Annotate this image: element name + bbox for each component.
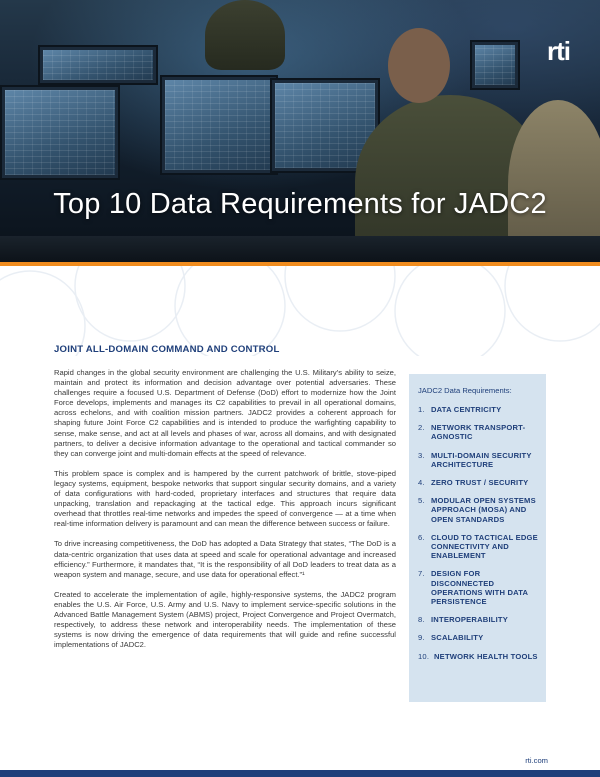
requirement-label: INTEROPERABILITY xyxy=(431,615,509,625)
page-title: Top 10 Data Requirements for JADC2 xyxy=(53,188,547,220)
sidebar-title: JADC2 Data Requirements: xyxy=(418,386,512,395)
requirement-item xyxy=(418,423,538,441)
requirement-item xyxy=(418,633,538,642)
requirement-number: 5. xyxy=(418,496,425,506)
monitor-image xyxy=(38,45,158,85)
rti-logo: rti xyxy=(547,36,570,66)
requirement-item xyxy=(418,478,538,487)
requirement-number: 2. xyxy=(418,423,425,433)
requirement-label: SCALABILITY xyxy=(431,633,484,643)
footer-link[interactable]: rti.com xyxy=(525,756,548,765)
requirement-item xyxy=(418,569,538,606)
requirement-label: DESIGN FOR DISCONNECTED OPERATIONS WITH DATA PERSISTENCE xyxy=(431,569,528,607)
requirement-number: 3. xyxy=(418,450,425,460)
requirement-label: NETWORK HEALTH TOOLS xyxy=(434,651,538,661)
requirements-sidebar xyxy=(409,374,546,702)
paragraph: To drive increasing competitiveness, the DoD has adopted a Data Strategy that states, “The DoD is a data-centric organization that uses data at speed and scale for operational advantage and increased efficiency.” Furthermore, it mandates that, “It is the responsibility of all DoD leaders to treat data as a weapon system and manage, secure, and use data for operational effect.”¹ xyxy=(54,539,396,579)
paragraph: Rapid changes in the global security environment are challenging the U.S. Military’s ability to seize, maintain and protect its information and decision advantage over potential adversaries. These challenges require a focused U.S. Department of Defense (DoD) effort to modernize how the Joint Force develops, implements and manages its C2 capabilities to prevail in all operational domains, across echelons, and with coalition mission partners. JADC2 provides a coherent approach for shaping future Joint Force C2 capabilities and is intended to produce the warfighting capability to sense, make sense, and act at all levels and phases of war, across all domains, and with designated partners, to deliver a decisive information advantage to the operational and tactical commander so they can converge joint and multi-domain effects at the speed of relevance. xyxy=(54,368,396,458)
monitor-image xyxy=(0,85,120,180)
requirement-number: 8. xyxy=(418,615,425,625)
operator-head xyxy=(388,28,450,103)
paragraph: This problem space is complex and is hampered by the current patchwork of brittle, stove-piped legacy systems, equipment, bespoke networks that support singular security domains, and a variety of data configurations with hard-coded, proprietary interfaces and structures that require data unpacking, translation and repackaging at the tactical edge. This approach incurs significant overhead that throttles real-time networks and impedes the speed of convergence — at a time when real-time information delivery is paramount and can mean the difference between success or failure. xyxy=(54,468,396,529)
requirement-item xyxy=(418,405,538,414)
requirement-item xyxy=(418,451,538,469)
decorative-background xyxy=(0,266,600,356)
requirement-number: 1. xyxy=(418,405,425,414)
paragraph: Created to accelerate the implementation of agile, highly-responsive systems, the JADC2 program enables the U.S. Air Force, U.S. Army and U.S. Navy to implement service-specific solutions in the Advanced Battle Management System (ABMS) project, Project Convergence and Project Overmatch, respectively, to address these network and interoperability needs. The implementation of these systems is now driving the emergence of data requirements that will guide and refine successful implementations of JADC2. xyxy=(54,589,396,650)
requirement-item xyxy=(418,652,538,661)
requirement-number: 10. xyxy=(418,651,430,661)
requirement-label: MULTI-DOMAIN SECURITY ARCHITECTURE xyxy=(431,450,532,469)
section-heading: JOINT ALL-DOMAIN COMMAND AND CONTROL xyxy=(54,344,280,355)
monitor-image xyxy=(470,40,520,90)
requirement-label: DATA CENTRICITY xyxy=(431,405,502,414)
monitor-image xyxy=(160,75,278,175)
requirement-label: NETWORK TRANSPORT-AGNOSTIC xyxy=(431,423,526,442)
body-text xyxy=(54,368,396,660)
requirement-item xyxy=(418,615,538,624)
operator-figure xyxy=(205,0,285,70)
requirement-number: 9. xyxy=(418,633,425,643)
requirement-label: CLOUD TO TACTICAL EDGE CONNECTIVITY AND ENABLEMENT xyxy=(431,532,538,561)
requirement-item xyxy=(418,533,538,561)
hero-banner xyxy=(0,0,600,266)
requirement-label: ZERO TRUST / SECURITY xyxy=(431,478,529,488)
requirement-number: 4. xyxy=(418,478,425,488)
requirement-item xyxy=(418,496,538,524)
footer-bar xyxy=(0,770,600,777)
requirement-label: MODULAR OPEN SYSTEMS APPROACH (MOSA) AND OPEN STANDARDS xyxy=(431,496,536,524)
requirement-number: 6. xyxy=(418,532,425,542)
requirement-number: 7. xyxy=(418,569,425,579)
